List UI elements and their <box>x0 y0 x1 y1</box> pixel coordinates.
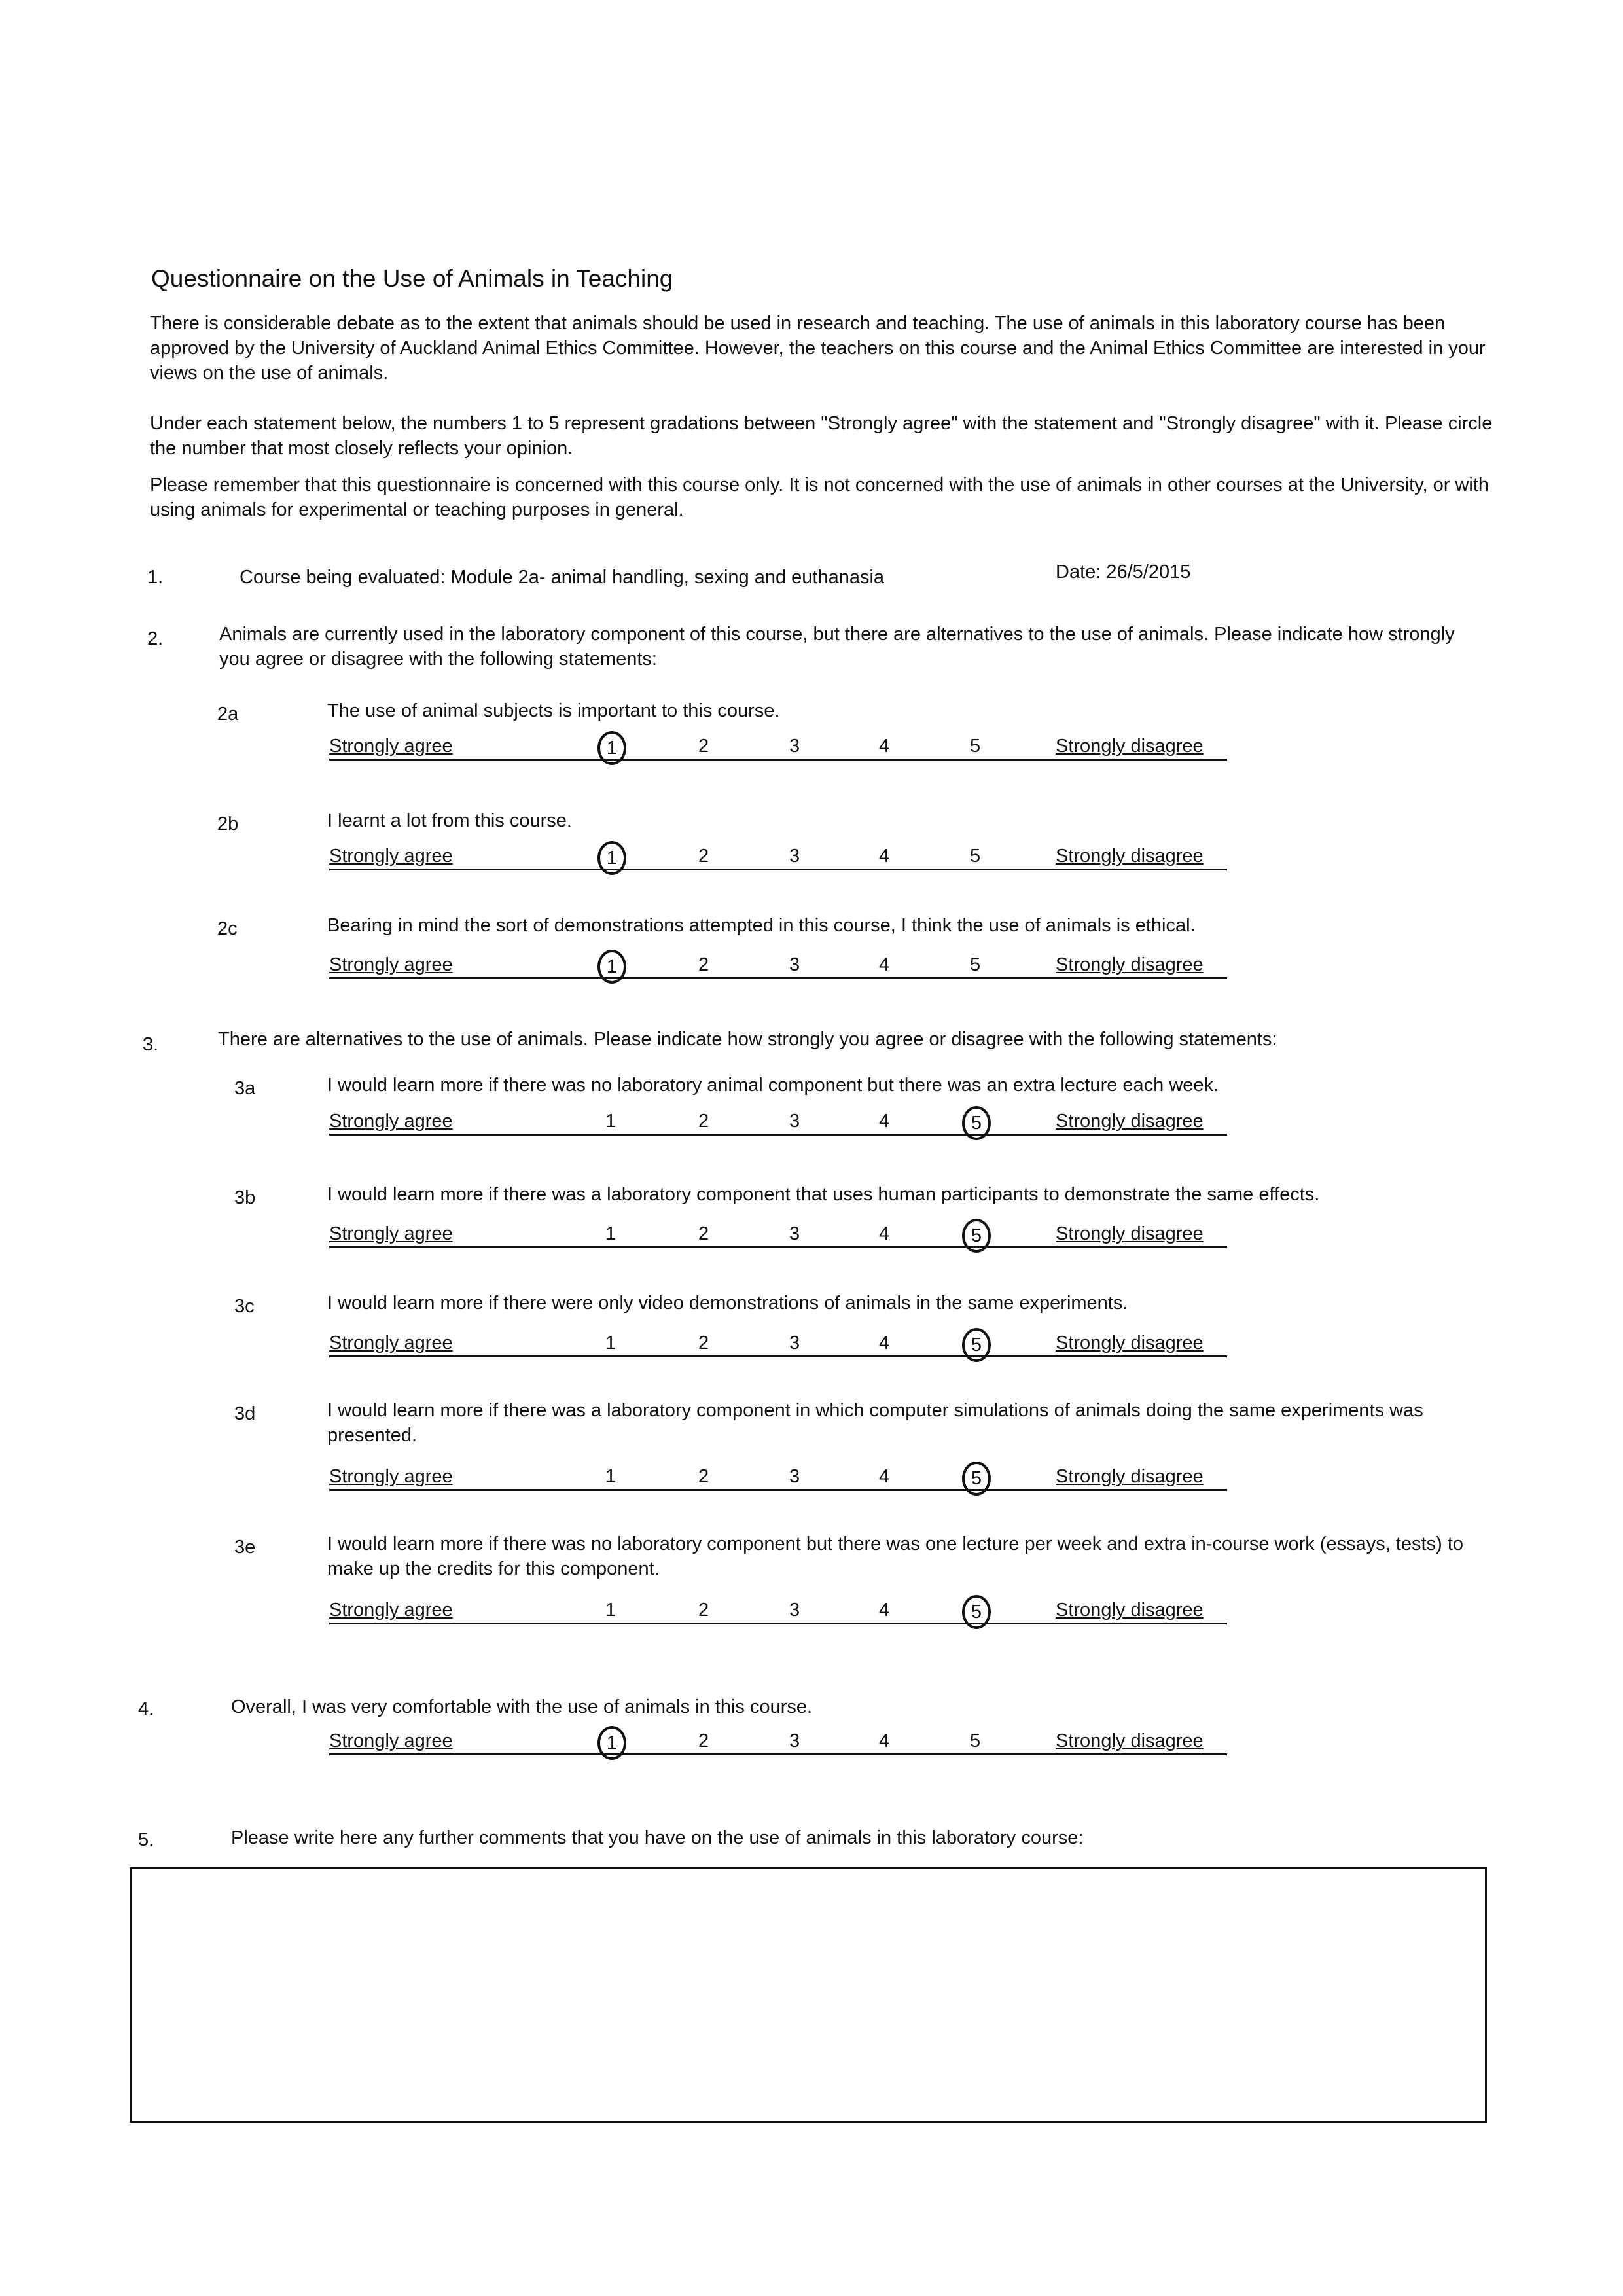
strongly-disagree-label: Strongly disagree <box>1056 954 1204 975</box>
item-label: 2b <box>217 814 239 834</box>
rating-option-3[interactable]: 3 <box>789 1223 800 1244</box>
item-statement: I would learn more if there were only video demonstrations of animals in the same experiments. <box>327 1293 1128 1314</box>
rating-option-4[interactable]: 4 <box>879 1600 890 1621</box>
strongly-disagree-label: Strongly disagree <box>1056 846 1204 867</box>
rating-option-1[interactable]: 1 <box>605 1223 616 1244</box>
rating-option-1[interactable]: 1 <box>605 1466 616 1487</box>
rating-option-5[interactable]: 5 <box>962 1462 991 1496</box>
item-label: 3c <box>234 1296 255 1317</box>
q4-text: Overall, I was very comfortable with the use of animals in this course. <box>231 1696 813 1717</box>
instructions-paragraph: Under each statement below, the numbers 1 to 5 represent gradations between "Strongly agree" with the statement and "Strongly disagree" with it. Please circle the number that most closely reflects your opinion. <box>150 413 1493 459</box>
scope-paragraph: Please remember that this questionnaire is concerned with this course only. It is not concerned with the use of animals in other courses at the University, or with using animals for experimental or teaching purposes in general. <box>150 475 1489 520</box>
rating-option-4[interactable]: 4 <box>879 954 890 975</box>
rating-option-1[interactable]: 1 <box>597 950 626 984</box>
rating-option-2[interactable]: 2 <box>698 1600 709 1621</box>
strongly-disagree-label: Strongly disagree <box>1056 1466 1204 1487</box>
rating-option-2[interactable]: 2 <box>698 1731 709 1751</box>
q2-text: Animals are currently used in the laboratory component of this course, but there are alternatives to the use of animals. Please indicate how strongly you agree or disagree with the following statements: <box>219 624 1455 670</box>
rating-option-1[interactable]: 1 <box>605 1333 616 1354</box>
item-label: 3e <box>234 1537 256 1558</box>
q1-course: Course being evaluated: Module 2a- animal handling, sexing and euthanasia <box>240 567 885 588</box>
rating-option-5[interactable]: 5 <box>970 846 981 867</box>
rating-option-3[interactable]: 3 <box>789 1466 800 1487</box>
strongly-disagree-label: Strongly disagree <box>1056 1333 1204 1354</box>
item-label: 2a <box>217 704 239 725</box>
rating-scale-2c <box>329 948 1227 979</box>
rating-option-4[interactable]: 4 <box>879 1333 890 1354</box>
item-label: 3b <box>234 1187 256 1208</box>
rating-option-4[interactable]: 4 <box>879 846 890 867</box>
strongly-disagree-label: Strongly disagree <box>1056 1600 1204 1621</box>
item-statement: I would learn more if there was a laboratory component in which computer simulations of animals doing the same experiments was presented. <box>327 1400 1423 1446</box>
rating-option-5[interactable]: 5 <box>962 1106 991 1140</box>
item-statement: I would learn more if there was a laboratory component that uses human participants to demonstrate the same effects. <box>327 1184 1320 1205</box>
item-statement: I would learn more if there was no laboratory animal component but there was an extra lecture each week. <box>327 1075 1219 1096</box>
q1-date: Date: 26/5/2015 <box>1056 562 1191 583</box>
strongly-agree-label: Strongly agree <box>329 1731 453 1751</box>
q5-text: Please write here any further comments that you have on the use of animals in this laboratory course: <box>231 1827 1084 1848</box>
rating-option-2[interactable]: 2 <box>698 1333 709 1354</box>
q3-text: There are alternatives to the use of animals. Please indicate how strongly you agree or disagree with the following statements: <box>218 1029 1277 1050</box>
rating-option-3[interactable]: 3 <box>789 846 800 867</box>
comments-box[interactable] <box>130 1867 1487 2123</box>
rating-option-3[interactable]: 3 <box>789 1333 800 1354</box>
strongly-agree-label: Strongly agree <box>329 846 453 867</box>
q4-number: 4. <box>138 1698 154 1719</box>
rating-option-4[interactable]: 4 <box>879 1111 890 1132</box>
q5-number: 5. <box>138 1829 154 1850</box>
rating-scale-2a <box>329 730 1227 761</box>
rating-option-5[interactable]: 5 <box>962 1595 991 1629</box>
q2-number: 2. <box>147 628 164 649</box>
rating-option-5[interactable]: 5 <box>962 1328 991 1362</box>
strongly-agree-label: Strongly agree <box>329 1223 453 1244</box>
rating-option-5[interactable]: 5 <box>962 1219 991 1253</box>
rating-scale-3d <box>329 1460 1227 1491</box>
strongly-disagree-label: Strongly disagree <box>1056 1111 1204 1132</box>
strongly-agree-label: Strongly agree <box>329 1600 453 1621</box>
strongly-disagree-label: Strongly disagree <box>1056 736 1204 757</box>
rating-scale-3b <box>329 1217 1227 1248</box>
strongly-agree-label: Strongly agree <box>329 954 453 975</box>
rating-scale-2b <box>329 840 1227 870</box>
strongly-agree-label: Strongly agree <box>329 1466 453 1487</box>
strongly-disagree-label: Strongly disagree <box>1056 1731 1204 1751</box>
rating-option-2[interactable]: 2 <box>698 1111 709 1132</box>
item-statement: I learnt a lot from this course. <box>327 810 572 831</box>
rating-option-4[interactable]: 4 <box>879 1731 890 1751</box>
item-statement: I would learn more if there was no laboratory component but there was one lecture per week and extra in-course work (essays, tests) to make up the credits for this component. <box>327 1534 1464 1579</box>
strongly-agree-label: Strongly agree <box>329 1333 453 1354</box>
rating-option-2[interactable]: 2 <box>698 846 709 867</box>
rating-option-3[interactable]: 3 <box>789 736 800 757</box>
item-label: 3a <box>234 1078 256 1099</box>
rating-option-5[interactable]: 5 <box>970 736 981 757</box>
rating-option-2[interactable]: 2 <box>698 1223 709 1244</box>
strongly-agree-label: Strongly agree <box>329 736 453 757</box>
intro-paragraph: There is considerable debate as to the extent that animals should be used in research and teaching. The use of animals in this laboratory course has been approved by the University of Auckland Animal Ethics Committee. However, the teachers on this course and the Animal Ethics Committee are interested in your views on the use of animals. <box>150 313 1486 384</box>
strongly-agree-label: Strongly agree <box>329 1111 453 1132</box>
rating-option-3[interactable]: 3 <box>789 1600 800 1621</box>
rating-scale-3a <box>329 1105 1227 1136</box>
item-statement: Bearing in mind the sort of demonstrations attempted in this course, I think the use of animals is ethical. <box>327 915 1196 936</box>
rating-scale-q4 <box>329 1725 1227 1755</box>
rating-option-5[interactable]: 5 <box>970 1731 981 1751</box>
rating-scale-3c <box>329 1327 1227 1357</box>
rating-scale-3e <box>329 1594 1227 1624</box>
page-title: Questionnaire on the Use of Animals in Teaching <box>151 265 673 292</box>
q3-number: 3. <box>143 1034 159 1055</box>
rating-option-3[interactable]: 3 <box>789 1731 800 1751</box>
rating-option-1[interactable]: 1 <box>597 731 626 765</box>
rating-option-2[interactable]: 2 <box>698 1466 709 1487</box>
rating-option-4[interactable]: 4 <box>879 1223 890 1244</box>
rating-option-2[interactable]: 2 <box>698 736 709 757</box>
strongly-disagree-label: Strongly disagree <box>1056 1223 1204 1244</box>
q1-number: 1. <box>147 567 164 588</box>
rating-option-1[interactable]: 1 <box>597 841 626 875</box>
rating-option-4[interactable]: 4 <box>879 1466 890 1487</box>
item-label: 2c <box>217 918 238 939</box>
rating-option-1[interactable]: 1 <box>605 1600 616 1621</box>
item-statement: The use of animal subjects is important to this course. <box>327 700 780 721</box>
rating-option-3[interactable]: 3 <box>789 954 800 975</box>
rating-option-3[interactable]: 3 <box>789 1111 800 1132</box>
rating-option-5[interactable]: 5 <box>970 954 981 975</box>
rating-option-4[interactable]: 4 <box>879 736 890 757</box>
rating-option-2[interactable]: 2 <box>698 954 709 975</box>
item-label: 3d <box>234 1403 256 1424</box>
rating-option-1[interactable]: 1 <box>597 1726 626 1760</box>
rating-option-1[interactable]: 1 <box>605 1111 616 1132</box>
